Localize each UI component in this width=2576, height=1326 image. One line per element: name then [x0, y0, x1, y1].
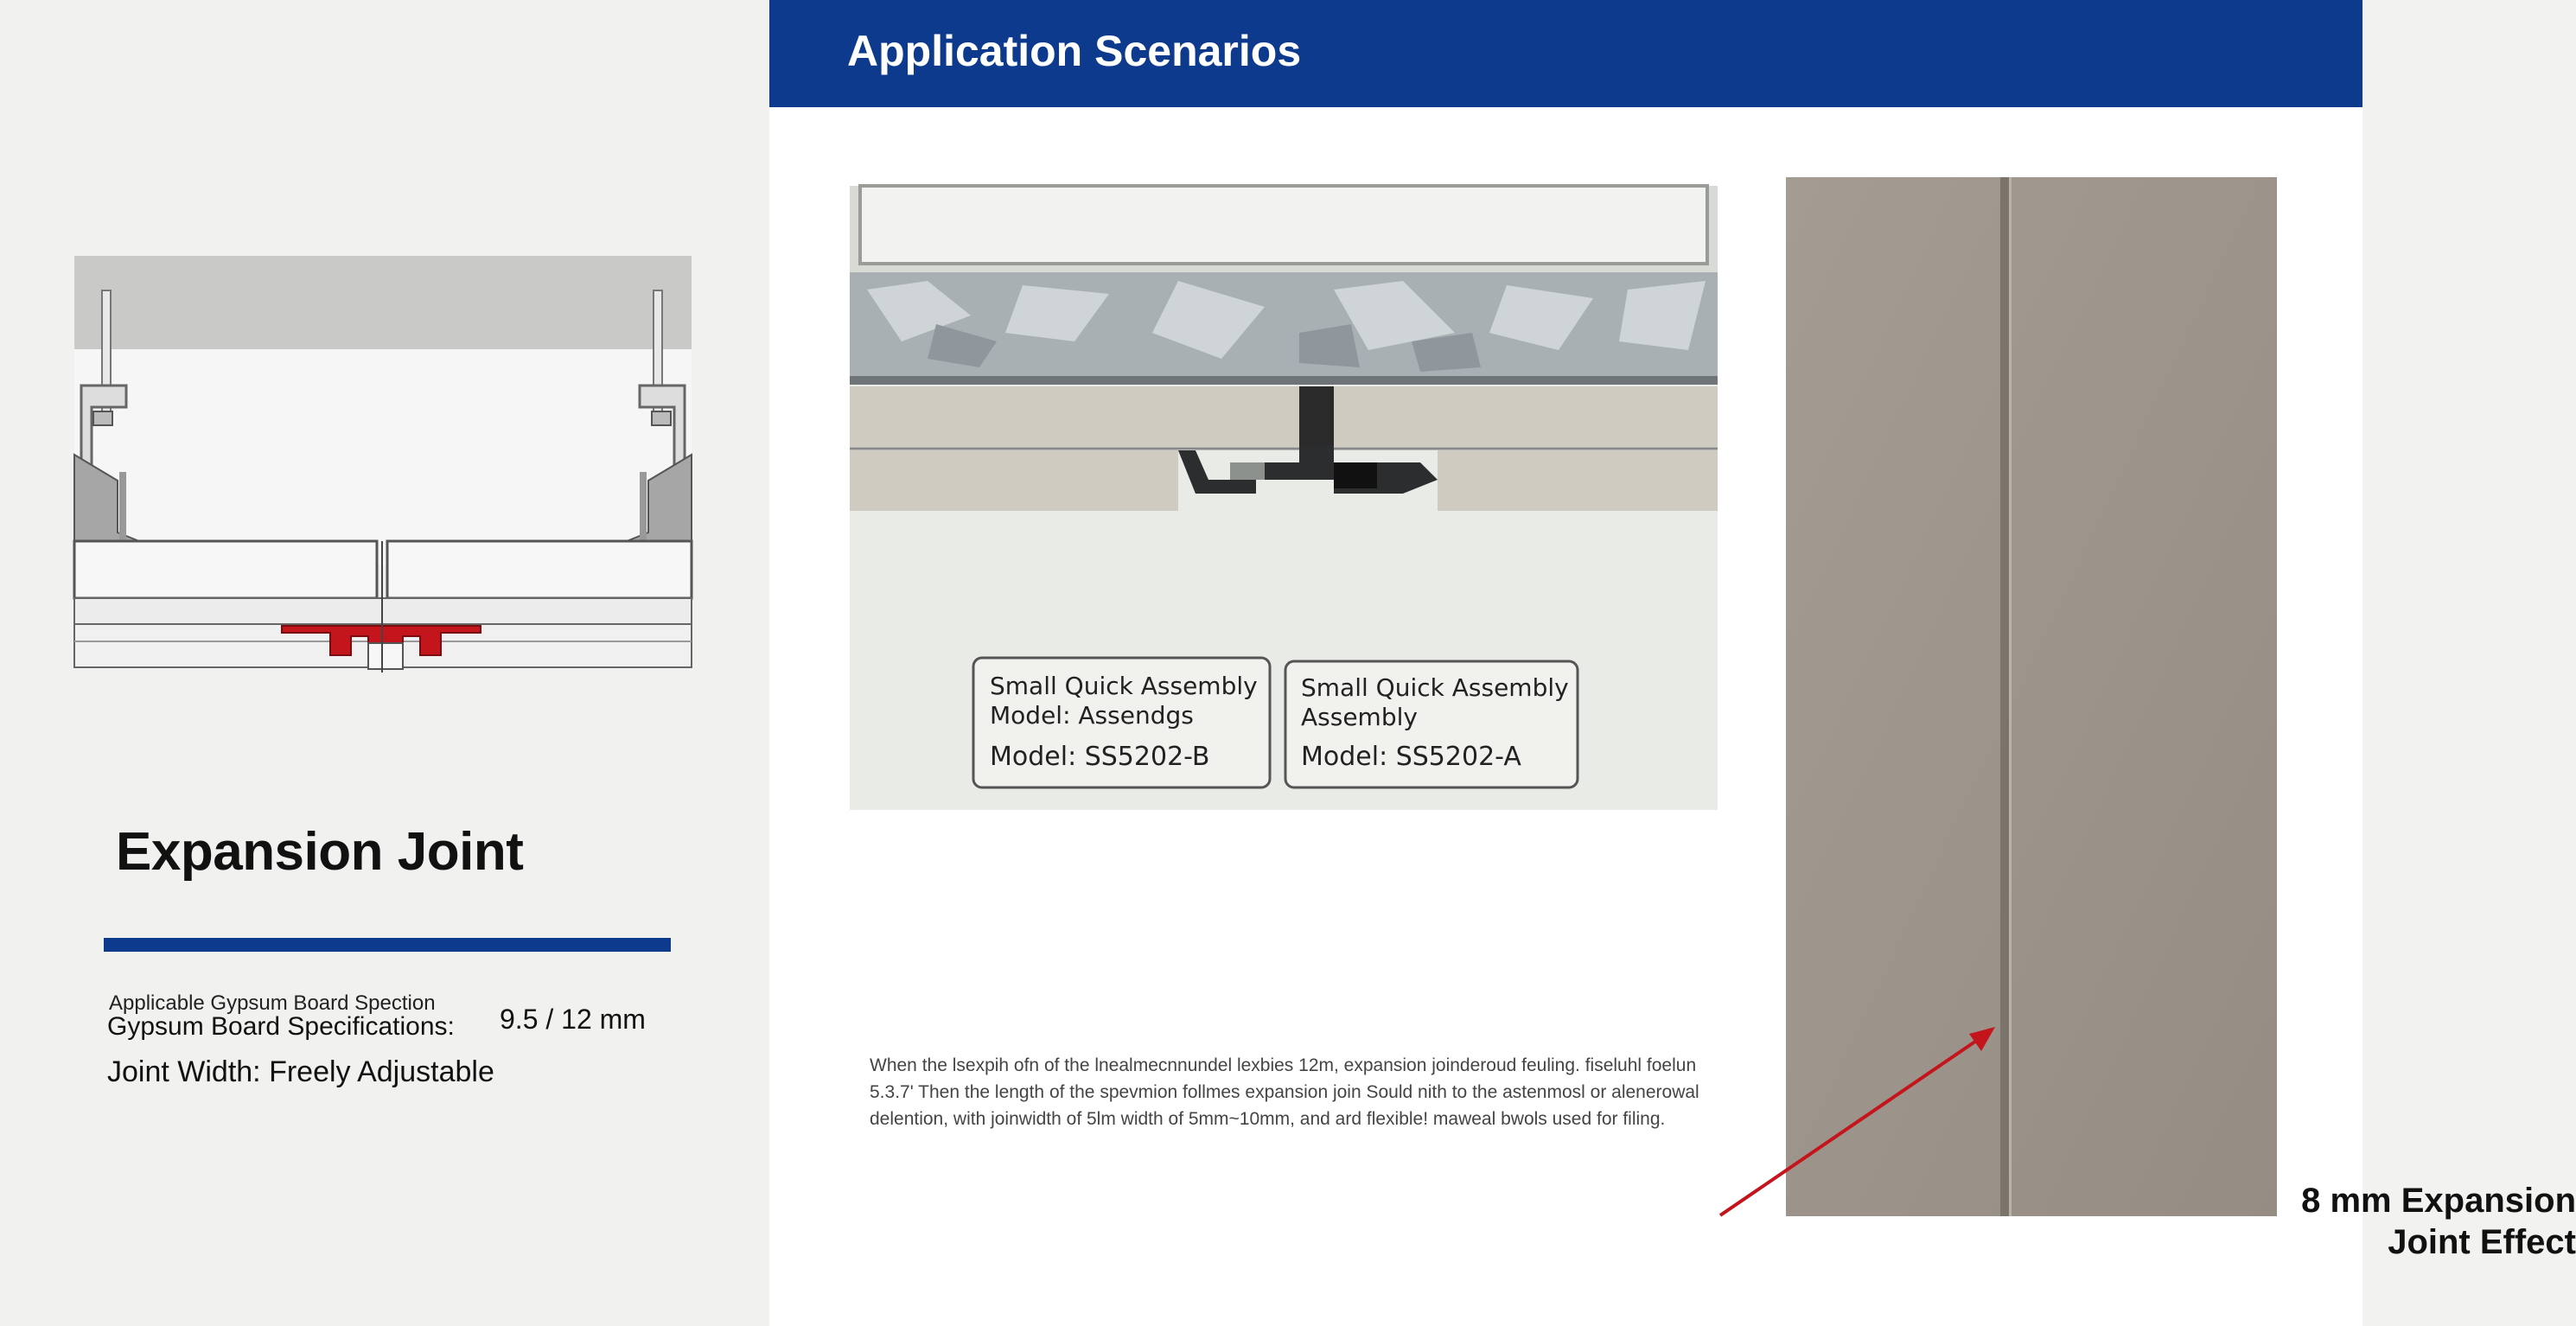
label-b-line1: Small Quick Assembly — [990, 672, 1258, 700]
spec-label: Gypsum Board Specifications: — [107, 1012, 455, 1041]
label-b-line2: Model: Assendgs — [990, 701, 1194, 730]
label-a-model: Model: SS5202-A — [1301, 742, 1521, 772]
header-bar — [769, 0, 2362, 107]
label-a-line1: Small Quick Assembly — [1301, 673, 1569, 702]
wall-joint-photo — [1786, 177, 2277, 1216]
label-a-line2: Assembly — [1301, 703, 1418, 731]
callout-text — [1884, 1180, 2576, 1263]
ceiling-joint-diagram — [74, 256, 692, 673]
joint-width-text: Joint Width: Freely Adjustable — [107, 1055, 494, 1088]
callout-line-2: Joint Effect — [2388, 1223, 2576, 1261]
right-panel — [769, 0, 2576, 1326]
spec-value: 9.5 / 12 mm — [500, 1004, 646, 1035]
page-title: Expansion Joint — [116, 822, 524, 882]
label-b-model: Model: SS5202-B — [990, 742, 1210, 772]
spec-caption: Applicable Gypsum Board Spection — [109, 991, 436, 1015]
joint-profile-photo — [850, 186, 1718, 810]
left-panel — [0, 0, 769, 1326]
description-text: When the lsexpih ofn of the lnealmecnnundel lexbies 12m, expansion joinderoud feuling. fiseluhl foelun 5.3.7' Then the length of the spevmion follmes expansion join Sould nith to the astenmosl or alenerowal delention, with joinwidth of 5lm width of 5mm~10mm, and ard flexible! maweal bwols used for filing. — [870, 1055, 1699, 1129]
callout-line-1: 8 mm Expansion — [2301, 1182, 2576, 1220]
header-title: Application Scenarios — [847, 27, 1302, 75]
title-divider — [104, 938, 671, 952]
